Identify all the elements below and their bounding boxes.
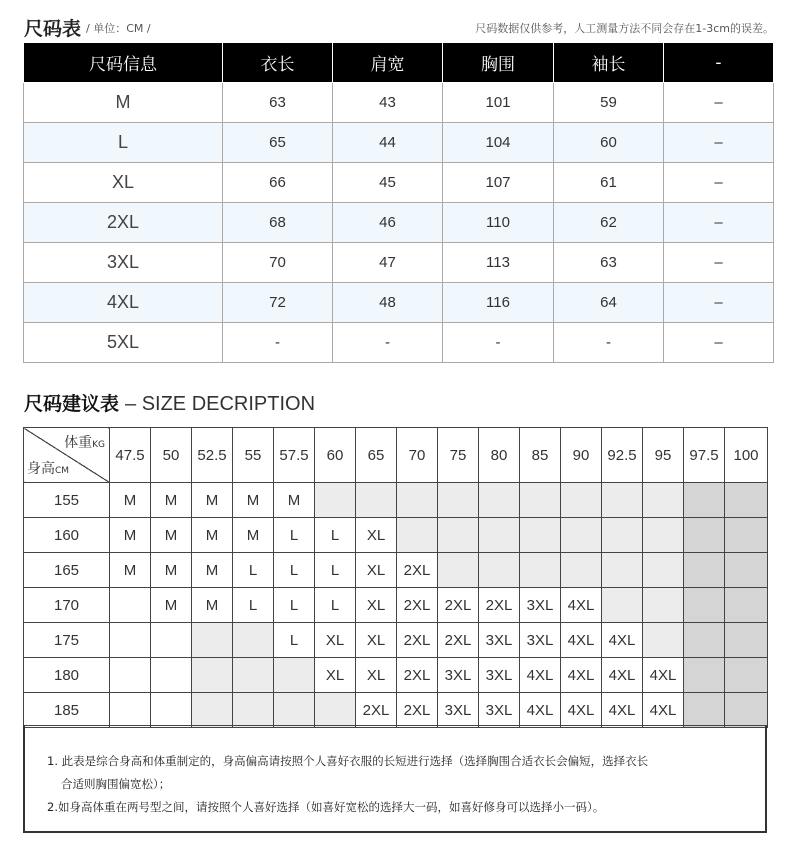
size-label-cell: XL	[24, 163, 223, 203]
size-row	[24, 203, 774, 243]
recommend-size-cell: 3XL	[438, 693, 479, 728]
size-label-cell: 3XL	[24, 243, 223, 283]
recommend-size-cell: 4XL	[561, 588, 602, 623]
recommend-size-cell	[151, 658, 192, 693]
recommend-size-cell: M	[110, 518, 151, 553]
recommend-size-cell: 4XL	[561, 693, 602, 728]
recommend-size-cell: M	[192, 553, 233, 588]
recommend-size-cell	[643, 483, 684, 518]
recommend-size-cell	[315, 693, 356, 728]
recommend-size-cell	[397, 518, 438, 553]
measurement-cell: –	[664, 83, 774, 123]
measurement-cell: 70	[223, 243, 333, 283]
weight-header-cell: 85	[520, 428, 561, 483]
recommend-size-cell: M	[151, 483, 192, 518]
recommend-size-cell	[110, 658, 151, 693]
measurement-cell: 44	[333, 123, 443, 163]
recommend-size-cell: XL	[356, 658, 397, 693]
recommend-size-cell	[725, 588, 768, 623]
recommend-size-cell	[684, 658, 725, 693]
size-table-header	[24, 43, 774, 83]
size-chart-header	[24, 14, 774, 38]
height-cell: 185	[24, 693, 110, 728]
recommend-header-row	[24, 428, 768, 483]
recommend-row	[24, 518, 768, 553]
recommend-row	[24, 588, 768, 623]
recommend-size-cell: L	[315, 518, 356, 553]
recommend-size-cell	[561, 553, 602, 588]
corner-cell	[24, 428, 110, 483]
recommend-size-cell	[233, 623, 274, 658]
recommend-size-cell: M	[233, 483, 274, 518]
weight-header-cell: 92.5	[602, 428, 643, 483]
recommend-size-cell: 4XL	[520, 693, 561, 728]
height-cell: 170	[24, 588, 110, 623]
measurement-cell: -	[554, 323, 664, 363]
recommend-size-cell	[151, 623, 192, 658]
recommend-size-cell	[438, 483, 479, 518]
recommend-row	[24, 623, 768, 658]
size-row	[24, 123, 774, 163]
weight-header-cell: 57.5	[274, 428, 315, 483]
recommend-size-cell: L	[233, 588, 274, 623]
measurement-cell: 107	[443, 163, 554, 203]
recommend-size-cell: XL	[315, 623, 356, 658]
weight-header-cell: 90	[561, 428, 602, 483]
recommend-size-cell: M	[192, 518, 233, 553]
recommend-row	[24, 483, 768, 518]
recommend-size-cell	[479, 518, 520, 553]
weight-header-cell: 55	[233, 428, 274, 483]
height-cell: 175	[24, 623, 110, 658]
measurement-cell: 101	[443, 83, 554, 123]
weight-header-cell: 95	[643, 428, 684, 483]
recommend-size-cell: 4XL	[602, 623, 643, 658]
recommend-size-cell	[192, 623, 233, 658]
recommend-size-cell: 3XL	[479, 658, 520, 693]
size-label-cell: M	[24, 83, 223, 123]
recommend-size-cell	[438, 518, 479, 553]
recommend-size-cell: M	[110, 483, 151, 518]
size-col-header: 胸围	[443, 43, 554, 83]
measurement-cell: 46	[333, 203, 443, 243]
recommend-size-cell	[561, 518, 602, 553]
size-col-header: -	[664, 43, 774, 83]
recommend-size-cell: 3XL	[479, 693, 520, 728]
measurement-cell: 60	[554, 123, 664, 163]
recommend-size-cell	[602, 553, 643, 588]
measurement-note: 尺码数据仅供参考，人工测量方法不同会存在1-3cm的误差。	[475, 22, 774, 35]
recommend-size-cell: 2XL	[438, 623, 479, 658]
recommend-size-cell: 4XL	[643, 693, 684, 728]
measurement-cell: -	[223, 323, 333, 363]
measurement-cell: 48	[333, 283, 443, 323]
recommend-size-cell	[397, 483, 438, 518]
recommend-size-cell	[479, 553, 520, 588]
measurement-cell: 43	[333, 83, 443, 123]
size-label-cell: 5XL	[24, 323, 223, 363]
recommend-size-cell	[438, 553, 479, 588]
recommend-size-cell	[192, 658, 233, 693]
weight-header-cell: 50	[151, 428, 192, 483]
height-cell: 155	[24, 483, 110, 518]
recommend-size-cell	[479, 483, 520, 518]
measurement-cell: 47	[333, 243, 443, 283]
unit-label: / 单位：CM /	[86, 22, 151, 35]
size-row	[24, 323, 774, 363]
recommend-size-cell: L	[274, 553, 315, 588]
size-chart-title: 尺码表	[24, 18, 82, 40]
recommend-size-cell: 3XL	[520, 623, 561, 658]
weight-header-cell: 47.5	[110, 428, 151, 483]
weight-header-cell: 70	[397, 428, 438, 483]
recommend-size-cell: 4XL	[561, 658, 602, 693]
height-cell: 165	[24, 553, 110, 588]
recommend-size-cell: 2XL	[397, 693, 438, 728]
weight-header-cell: 75	[438, 428, 479, 483]
recommend-size-cell	[725, 483, 768, 518]
recommend-size-cell: 4XL	[602, 658, 643, 693]
recommend-size-cell	[725, 658, 768, 693]
recommend-size-cell: 4XL	[520, 658, 561, 693]
recommend-size-cell: 2XL	[356, 693, 397, 728]
weight-header-cell: 97.5	[684, 428, 725, 483]
recommend-size-cell	[356, 483, 397, 518]
recommend-size-cell: 2XL	[397, 658, 438, 693]
recommend-size-cell	[643, 623, 684, 658]
recommend-size-cell: M	[151, 588, 192, 623]
recommend-size-cell	[725, 623, 768, 658]
recommend-size-cell: L	[233, 553, 274, 588]
recommend-size-cell: 2XL	[397, 553, 438, 588]
recommend-size-cell	[643, 588, 684, 623]
recommend-size-cell: L	[274, 518, 315, 553]
measurement-cell: 64	[554, 283, 664, 323]
recommend-size-cell	[684, 518, 725, 553]
recommend-size-cell	[520, 553, 561, 588]
recommend-size-cell	[274, 658, 315, 693]
recommend-title: 尺码建议表	[24, 393, 120, 415]
height-cell: 180	[24, 658, 110, 693]
recommend-size-cell: XL	[356, 553, 397, 588]
recommend-size-cell: 2XL	[479, 588, 520, 623]
recommend-size-cell	[561, 483, 602, 518]
measurement-cell: –	[664, 283, 774, 323]
recommend-size-cell: M	[151, 553, 192, 588]
recommend-size-cell	[520, 483, 561, 518]
measurement-cell: 61	[554, 163, 664, 203]
measurement-cell: 62	[554, 203, 664, 243]
measurement-cell: 68	[223, 203, 333, 243]
weight-header-cell: 65	[356, 428, 397, 483]
recommend-size-cell: 2XL	[397, 623, 438, 658]
size-label-cell: 4XL	[24, 283, 223, 323]
size-row	[24, 163, 774, 203]
recommend-size-cell: M	[192, 483, 233, 518]
measurement-cell: -	[443, 323, 554, 363]
weight-header-cell: 80	[479, 428, 520, 483]
size-col-header: 肩宽	[333, 43, 443, 83]
recommend-subtitle: – SIZE DECRIPTION	[125, 393, 316, 415]
recommend-size-cell	[233, 693, 274, 728]
size-row	[24, 83, 774, 123]
measurement-cell: 63	[223, 83, 333, 123]
recommend-table	[23, 427, 768, 728]
recommend-size-cell: M	[110, 553, 151, 588]
recommend-size-cell: L	[274, 588, 315, 623]
size-label-cell: 2XL	[24, 203, 223, 243]
weight-header-cell: 52.5	[192, 428, 233, 483]
measurement-cell: 110	[443, 203, 554, 243]
measurement-cell: -	[333, 323, 443, 363]
recommend-size-cell	[725, 693, 768, 728]
measurement-cell: 113	[443, 243, 554, 283]
measurement-cell: 104	[443, 123, 554, 163]
recommend-size-cell: 3XL	[438, 658, 479, 693]
recommend-row	[24, 693, 768, 728]
recommend-size-cell: L	[315, 553, 356, 588]
recommend-size-cell	[192, 693, 233, 728]
measurement-cell: 116	[443, 283, 554, 323]
recommend-size-cell	[602, 518, 643, 553]
note-1-cont: 合适则胸围偏宽松）；	[61, 777, 171, 791]
recommend-size-cell	[315, 483, 356, 518]
recommend-size-cell	[643, 553, 684, 588]
recommend-row	[24, 658, 768, 693]
recommend-size-cell: M	[233, 518, 274, 553]
recommend-size-cell: M	[192, 588, 233, 623]
weight-axis-label: 体重KG	[64, 435, 105, 451]
recommend-row	[24, 553, 768, 588]
measurement-cell: –	[664, 243, 774, 283]
recommend-size-cell	[110, 693, 151, 728]
recommend-size-cell	[684, 483, 725, 518]
height-axis-label: 身高CM	[27, 461, 70, 477]
size-col-header: 袖长	[554, 43, 664, 83]
recommend-size-cell: XL	[356, 623, 397, 658]
recommend-size-cell	[725, 518, 768, 553]
recommend-size-cell: XL	[356, 518, 397, 553]
measurement-cell: 59	[554, 83, 664, 123]
height-cell: 160	[24, 518, 110, 553]
measurement-cell: 65	[223, 123, 333, 163]
recommend-size-cell	[110, 623, 151, 658]
measurement-cell: –	[664, 323, 774, 363]
measurement-cell: 45	[333, 163, 443, 203]
recommend-size-cell	[151, 693, 192, 728]
recommend-size-cell	[643, 518, 684, 553]
recommend-size-cell: 4XL	[602, 693, 643, 728]
recommend-size-cell	[110, 588, 151, 623]
recommend-size-cell: 3XL	[479, 623, 520, 658]
measurement-cell: –	[664, 163, 774, 203]
recommend-size-cell: 2XL	[438, 588, 479, 623]
measurement-cell: –	[664, 203, 774, 243]
recommend-size-cell: M	[151, 518, 192, 553]
recommend-size-cell	[233, 658, 274, 693]
measurement-cell: –	[664, 123, 774, 163]
recommend-size-cell	[684, 553, 725, 588]
size-row	[24, 243, 774, 283]
measurement-cell: 72	[223, 283, 333, 323]
recommend-size-cell: M	[274, 483, 315, 518]
recommend-size-cell	[684, 693, 725, 728]
recommend-size-cell: 4XL	[561, 623, 602, 658]
recommend-size-cell	[602, 588, 643, 623]
recommend-size-cell: 2XL	[397, 588, 438, 623]
size-table	[23, 42, 774, 363]
weight-header-cell: 60	[315, 428, 356, 483]
recommend-size-cell	[602, 483, 643, 518]
recommend-size-cell: 3XL	[520, 588, 561, 623]
recommend-size-cell: XL	[315, 658, 356, 693]
recommend-size-cell	[520, 518, 561, 553]
weight-header-cell: 100	[725, 428, 768, 483]
size-label-cell: L	[24, 123, 223, 163]
recommend-size-cell: L	[274, 623, 315, 658]
measurement-cell: 66	[223, 163, 333, 203]
recommend-size-cell: XL	[356, 588, 397, 623]
notes-box	[23, 725, 767, 833]
recommend-size-cell	[684, 623, 725, 658]
measurement-cell: 63	[554, 243, 664, 283]
recommend-size-cell	[684, 588, 725, 623]
recommend-size-cell	[274, 693, 315, 728]
recommend-section-title	[24, 389, 315, 415]
note-2: 2.如身高体重在两号型之间，请按照个人喜好选择（如喜好宽松的选择大一码，如喜好修身可以选择小一码）。	[47, 800, 605, 814]
note-1: 1. 此表是综合身高和体重制定的，身高偏高请按照个人喜好衣服的长短进行选择（选择胸围合适衣长会偏短，选择衣长	[47, 754, 649, 768]
recommend-size-cell	[725, 553, 768, 588]
size-col-header: 衣长	[223, 43, 333, 83]
size-col-header: 尺码信息	[24, 43, 223, 83]
recommend-size-cell: 4XL	[643, 658, 684, 693]
size-row	[24, 283, 774, 323]
recommend-size-cell: L	[315, 588, 356, 623]
